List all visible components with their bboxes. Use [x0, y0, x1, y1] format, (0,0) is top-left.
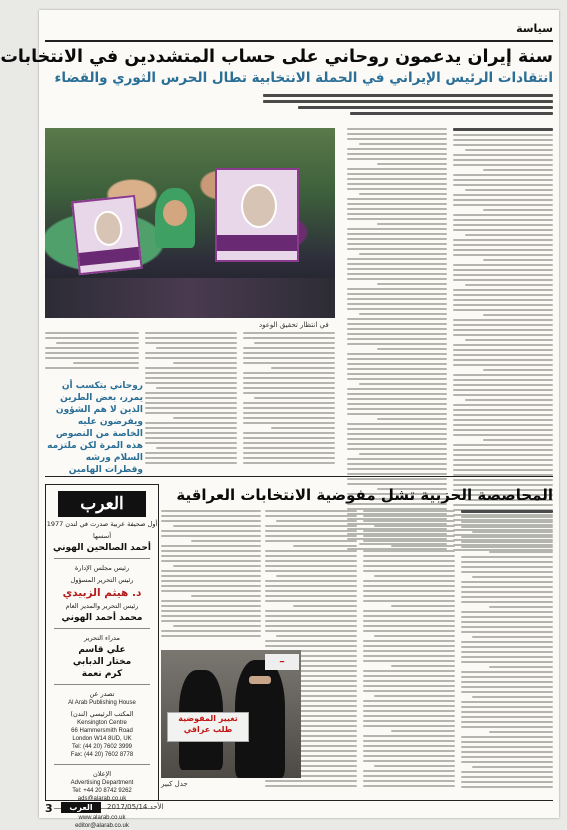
section-divider	[45, 476, 553, 477]
article1-intro	[263, 94, 553, 122]
gm-name: محمد أحمد الهوني	[61, 613, 143, 623]
page-footer	[45, 800, 553, 815]
publisher-label: تصدر عن	[89, 690, 115, 698]
ads-department: Advertising Department	[70, 780, 134, 786]
pull-quote: روحاني يتكسب أن يمرر، بعض الطرين الذين لا هم الشؤون ويفرضون عليه الخاصة من النصوص هذه المرة لكن ملتزمه السلام ورشه وقطرات الهامين	[47, 381, 143, 475]
article2-column-1	[461, 510, 553, 790]
article1-column-middle	[347, 128, 447, 468]
protest-photo: تغيير المفوضية طلب عراقي ━	[161, 650, 301, 778]
issue-date: الأحد 2017/05/14	[107, 803, 164, 811]
publisher-name-ar: المكتب الرئيسي (لندن)	[70, 710, 134, 718]
address-line: 66 Hammersmith Road	[71, 728, 133, 734]
ads-label: الإعلان	[92, 770, 112, 778]
photo2-caption: جدل كبير	[161, 780, 188, 788]
pull-quote-box	[45, 380, 143, 475]
editor-name: علي قاسم	[78, 645, 126, 655]
section-label: سياسة	[516, 22, 553, 35]
article2-column-2	[363, 510, 455, 790]
editors-label: مدراء التحرير	[84, 634, 120, 642]
phone-number: Tel: (44 20) 7602 3999	[71, 744, 133, 750]
article1-headline: سنة إيران يدعمون روحاني على حساب المتشددين في الانتخابات	[0, 47, 553, 67]
editor-name: مختار الدبابي	[72, 657, 132, 667]
founder-label: أسسها	[92, 532, 112, 540]
article1-column-lower-b	[243, 332, 335, 470]
newspaper-logo: العرب	[58, 491, 146, 517]
chairman-label-2: رئيس التحرير المسؤول	[70, 576, 134, 584]
newspaper-page	[0, 10, 559, 829]
fax-number: Fax: (44 20) 7602 8778	[70, 752, 134, 758]
article2-column-4	[161, 510, 261, 644]
campaign-poster	[71, 195, 142, 275]
publisher-name-en: Al Arab Publishing House	[68, 700, 136, 706]
address-line: London W14 8UD, UK	[72, 736, 132, 742]
chairman-label: رئيس مجلس الإدارة	[74, 564, 130, 572]
founder-name: أحمد الصالحين الهوني	[53, 543, 151, 553]
article1-column-right	[453, 128, 553, 468]
ads-phone: Tel: +44 20 8742 9262	[72, 788, 132, 794]
editor-email-link[interactable]: editor@alarab.co.uk	[75, 823, 129, 829]
protest-sign: تغيير المفوضية طلب عراقي	[167, 712, 249, 742]
article1-column-lower-a	[145, 332, 237, 470]
editor-name: كرم نعمة	[81, 669, 123, 679]
footer-logo: العرب	[61, 802, 101, 813]
article1-column-lower-c	[45, 332, 139, 376]
website-link[interactable]: www.alarab.co.uk	[78, 815, 126, 821]
campaign-poster	[215, 168, 299, 262]
rally-photo	[45, 128, 335, 318]
address-line: Kensington Centre	[77, 720, 127, 726]
section-header	[45, 20, 553, 42]
page-number: 3	[45, 802, 53, 815]
chairman-name: د. هيثم الزبيدي	[62, 587, 142, 599]
gm-label: رئيس التحرير والمدير العام	[65, 602, 139, 610]
article1-subheadline: انتقادات الرئيس الإيراني في الحملة الانتخابية تطال الحرس الثوري والقضاء	[54, 70, 553, 86]
ads-email[interactable]: ads@alarab.co.uk	[77, 796, 127, 802]
article2-headline: المحاصصة الحزبية تشل مفوضية الانتخابات العراقية	[176, 486, 553, 504]
photo1-caption: في انتظار تحقيق الوعود	[259, 321, 329, 329]
masthead-tagline: أول صحيفة عربية صدرت في لندن 1977	[46, 520, 158, 528]
